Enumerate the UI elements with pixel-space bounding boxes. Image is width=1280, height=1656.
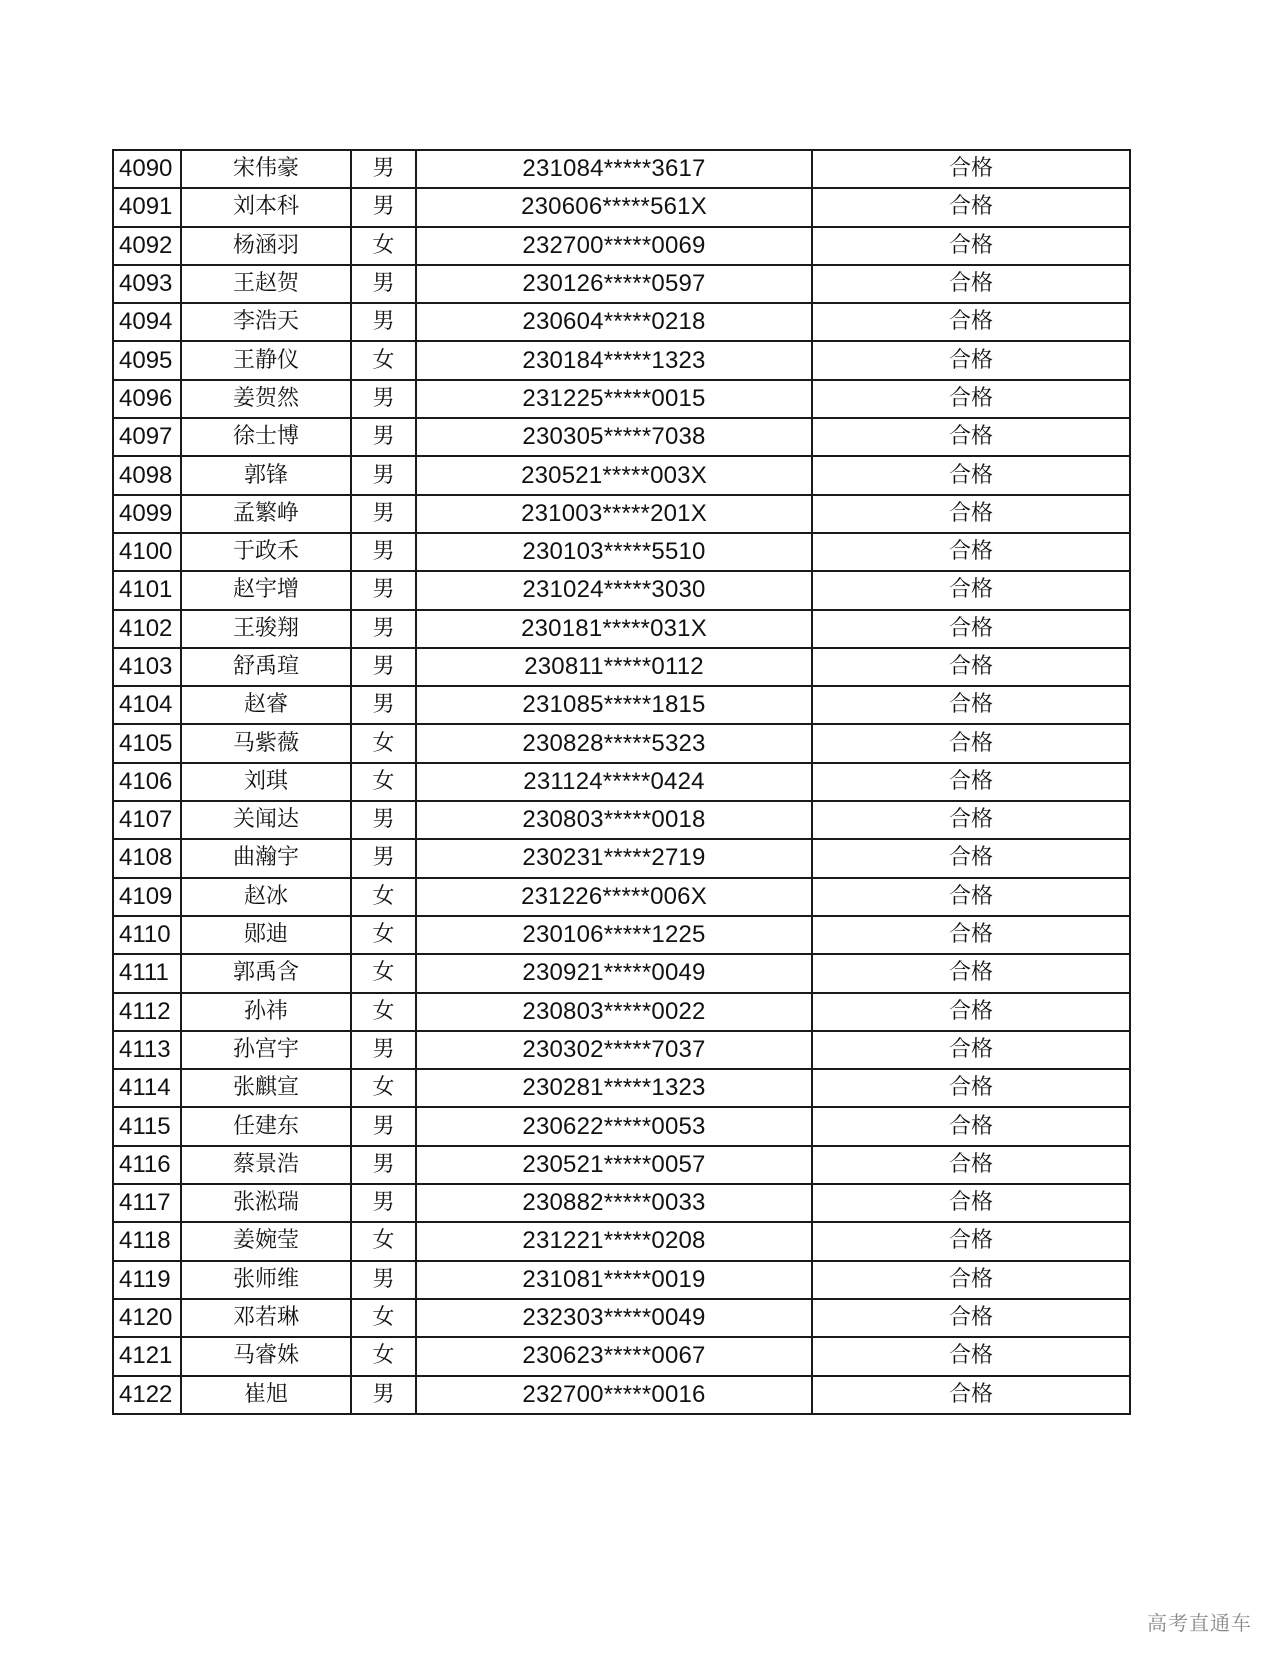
result-status: 合格: [812, 839, 1130, 877]
candidate-gender: 男: [351, 380, 416, 418]
table-row: [113, 1261, 1130, 1299]
row-number: 4102: [113, 610, 181, 648]
candidate-gender: 男: [351, 801, 416, 839]
candidate-name: 曲瀚宇: [181, 839, 351, 877]
table-row: [113, 495, 1130, 533]
candidate-gender: 男: [351, 1376, 416, 1414]
masked-id-number: 231124*****0424: [416, 763, 812, 801]
candidate-name: 宋伟豪: [181, 150, 351, 188]
result-status: 合格: [812, 150, 1130, 188]
table-row: [113, 1146, 1130, 1184]
candidate-name: 姜贺然: [181, 380, 351, 418]
candidate-gender: 男: [351, 1184, 416, 1222]
table-row: [113, 533, 1130, 571]
row-number: 4113: [113, 1031, 181, 1069]
row-number: 4108: [113, 839, 181, 877]
results-table: [112, 149, 1131, 1415]
masked-id-number: 232700*****0016: [416, 1376, 812, 1414]
candidate-gender: 男: [351, 188, 416, 226]
candidate-gender: 男: [351, 610, 416, 648]
candidate-gender: 女: [351, 1069, 416, 1107]
masked-id-number: 230184*****1323: [416, 341, 812, 379]
masked-id-number: 231084*****3617: [416, 150, 812, 188]
masked-id-number: 231085*****1815: [416, 686, 812, 724]
masked-id-number: 230181*****031X: [416, 610, 812, 648]
candidate-gender: 女: [351, 1222, 416, 1260]
candidate-gender: 女: [351, 1337, 416, 1375]
table-row: [113, 571, 1130, 609]
result-status: 合格: [812, 571, 1130, 609]
masked-id-number: 230828*****5323: [416, 724, 812, 762]
candidate-name: 马睿姝: [181, 1337, 351, 1375]
masked-id-number: 231225*****0015: [416, 380, 812, 418]
row-number: 4119: [113, 1261, 181, 1299]
row-number: 4105: [113, 724, 181, 762]
table-row: [113, 1031, 1130, 1069]
candidate-name: 王赵贺: [181, 265, 351, 303]
result-status: 合格: [812, 227, 1130, 265]
candidate-gender: 女: [351, 916, 416, 954]
masked-id-number: 230882*****0033: [416, 1184, 812, 1222]
masked-id-number: 230811*****0112: [416, 648, 812, 686]
candidate-gender: 男: [351, 686, 416, 724]
row-number: 4109: [113, 878, 181, 916]
candidate-name: 张麒宣: [181, 1069, 351, 1107]
table-row: [113, 954, 1130, 992]
row-number: 4099: [113, 495, 181, 533]
candidate-name: 王静仪: [181, 341, 351, 379]
candidate-gender: 女: [351, 724, 416, 762]
result-status: 合格: [812, 533, 1130, 571]
masked-id-number: 232303*****0049: [416, 1299, 812, 1337]
row-number: 4103: [113, 648, 181, 686]
candidate-name: 赵冰: [181, 878, 351, 916]
candidate-gender: 男: [351, 533, 416, 571]
masked-id-number: 230302*****7037: [416, 1031, 812, 1069]
table-row: [113, 724, 1130, 762]
candidate-gender: 女: [351, 993, 416, 1031]
row-number: 4107: [113, 801, 181, 839]
table-row: [113, 763, 1130, 801]
result-status: 合格: [812, 1299, 1130, 1337]
table-row: [113, 341, 1130, 379]
candidate-gender: 女: [351, 763, 416, 801]
candidate-name: 王骏翔: [181, 610, 351, 648]
candidate-name: 刘琪: [181, 763, 351, 801]
table-row: [113, 839, 1130, 877]
result-status: 合格: [812, 954, 1130, 992]
candidate-name: 姜婉莹: [181, 1222, 351, 1260]
row-number: 4090: [113, 150, 181, 188]
table-row: [113, 150, 1130, 188]
table-row: [113, 418, 1130, 456]
result-status: 合格: [812, 495, 1130, 533]
table-row: [113, 380, 1130, 418]
result-status: 合格: [812, 610, 1130, 648]
table-row: [113, 1337, 1130, 1375]
results-table-body: [113, 150, 1130, 1414]
row-number: 4095: [113, 341, 181, 379]
row-number: 4122: [113, 1376, 181, 1414]
candidate-name: 邓若琳: [181, 1299, 351, 1337]
candidate-name: 孙宫宇: [181, 1031, 351, 1069]
table-row: [113, 1376, 1130, 1414]
row-number: 4098: [113, 456, 181, 494]
candidate-name: 刘本科: [181, 188, 351, 226]
row-number: 4100: [113, 533, 181, 571]
candidate-name: 张师维: [181, 1261, 351, 1299]
result-status: 合格: [812, 686, 1130, 724]
candidate-gender: 女: [351, 341, 416, 379]
result-status: 合格: [812, 1337, 1130, 1375]
candidate-name: 蔡景浩: [181, 1146, 351, 1184]
row-number: 4115: [113, 1107, 181, 1145]
masked-id-number: 230126*****0597: [416, 265, 812, 303]
masked-id-number: 230521*****003X: [416, 456, 812, 494]
masked-id-number: 230803*****0022: [416, 993, 812, 1031]
masked-id-number: 230622*****0053: [416, 1107, 812, 1145]
row-number: 4112: [113, 993, 181, 1031]
candidate-gender: 男: [351, 495, 416, 533]
table-row: [113, 227, 1130, 265]
row-number: 4094: [113, 303, 181, 341]
row-number: 4101: [113, 571, 181, 609]
candidate-gender: 男: [351, 1261, 416, 1299]
table-row: [113, 1107, 1130, 1145]
candidate-name: 关闻达: [181, 801, 351, 839]
masked-id-number: 230106*****1225: [416, 916, 812, 954]
candidate-name: 李浩天: [181, 303, 351, 341]
table-row: [113, 1299, 1130, 1337]
result-status: 合格: [812, 456, 1130, 494]
masked-id-number: 230103*****5510: [416, 533, 812, 571]
masked-id-number: 231003*****201X: [416, 495, 812, 533]
result-status: 合格: [812, 648, 1130, 686]
row-number: 4097: [113, 418, 181, 456]
masked-id-number: 230305*****7038: [416, 418, 812, 456]
result-status: 合格: [812, 1222, 1130, 1260]
row-number: 4110: [113, 916, 181, 954]
masked-id-number: 231081*****0019: [416, 1261, 812, 1299]
candidate-gender: 女: [351, 878, 416, 916]
masked-id-number: 231226*****006X: [416, 878, 812, 916]
result-status: 合格: [812, 724, 1130, 762]
table-row: [113, 1222, 1130, 1260]
row-number: 4121: [113, 1337, 181, 1375]
masked-id-number: 230604*****0218: [416, 303, 812, 341]
candidate-name: 赵睿: [181, 686, 351, 724]
candidate-gender: 男: [351, 456, 416, 494]
table-row: [113, 1069, 1130, 1107]
candidate-name: 马紫薇: [181, 724, 351, 762]
table-row: [113, 188, 1130, 226]
result-status: 合格: [812, 1146, 1130, 1184]
candidate-name: 孟繁峥: [181, 495, 351, 533]
table-row: [113, 686, 1130, 724]
candidate-name: 崔旭: [181, 1376, 351, 1414]
candidate-name: 舒禹瑄: [181, 648, 351, 686]
candidate-gender: 男: [351, 571, 416, 609]
candidate-gender: 男: [351, 648, 416, 686]
candidate-gender: 女: [351, 954, 416, 992]
result-status: 合格: [812, 303, 1130, 341]
result-status: 合格: [812, 1261, 1130, 1299]
row-number: 4116: [113, 1146, 181, 1184]
table-row: [113, 878, 1130, 916]
row-number: 4093: [113, 265, 181, 303]
result-status: 合格: [812, 1069, 1130, 1107]
row-number: 4120: [113, 1299, 181, 1337]
table-row: [113, 265, 1130, 303]
result-status: 合格: [812, 1184, 1130, 1222]
table-row: [113, 648, 1130, 686]
candidate-name: 杨涵羽: [181, 227, 351, 265]
result-status: 合格: [812, 763, 1130, 801]
row-number: 4092: [113, 227, 181, 265]
candidate-gender: 男: [351, 303, 416, 341]
masked-id-number: 231024*****3030: [416, 571, 812, 609]
candidate-gender: 男: [351, 1107, 416, 1145]
masked-id-number: 230921*****0049: [416, 954, 812, 992]
result-status: 合格: [812, 188, 1130, 226]
candidate-gender: 男: [351, 1146, 416, 1184]
candidate-gender: 男: [351, 150, 416, 188]
table-row: [113, 610, 1130, 648]
candidate-name: 任建东: [181, 1107, 351, 1145]
row-number: 4111: [113, 954, 181, 992]
result-status: 合格: [812, 801, 1130, 839]
result-status: 合格: [812, 265, 1130, 303]
table-row: [113, 801, 1130, 839]
row-number: 4106: [113, 763, 181, 801]
table-row: [113, 456, 1130, 494]
candidate-name: 郭禹含: [181, 954, 351, 992]
candidate-gender: 女: [351, 227, 416, 265]
masked-id-number: 230623*****0067: [416, 1337, 812, 1375]
result-status: 合格: [812, 1376, 1130, 1414]
result-status: 合格: [812, 1031, 1130, 1069]
candidate-name: 张淞瑞: [181, 1184, 351, 1222]
row-number: 4118: [113, 1222, 181, 1260]
row-number: 4104: [113, 686, 181, 724]
candidate-gender: 男: [351, 265, 416, 303]
candidate-name: 于政禾: [181, 533, 351, 571]
masked-id-number: 230803*****0018: [416, 801, 812, 839]
candidate-name: 孙祎: [181, 993, 351, 1031]
masked-id-number: 230521*****0057: [416, 1146, 812, 1184]
candidate-name: 徐士博: [181, 418, 351, 456]
masked-id-number: 231221*****0208: [416, 1222, 812, 1260]
result-status: 合格: [812, 993, 1130, 1031]
table-row: [113, 303, 1130, 341]
row-number: 4091: [113, 188, 181, 226]
table-row: [113, 916, 1130, 954]
table-row: [113, 993, 1130, 1031]
candidate-gender: 女: [351, 1299, 416, 1337]
row-number: 4096: [113, 380, 181, 418]
candidate-gender: 男: [351, 418, 416, 456]
table-row: [113, 1184, 1130, 1222]
masked-id-number: 230281*****1323: [416, 1069, 812, 1107]
result-status: 合格: [812, 916, 1130, 954]
result-status: 合格: [812, 878, 1130, 916]
result-status: 合格: [812, 418, 1130, 456]
candidate-gender: 男: [351, 1031, 416, 1069]
row-number: 4117: [113, 1184, 181, 1222]
candidate-name: 郭锋: [181, 456, 351, 494]
result-status: 合格: [812, 341, 1130, 379]
result-status: 合格: [812, 1107, 1130, 1145]
masked-id-number: 230231*****2719: [416, 839, 812, 877]
result-status: 合格: [812, 380, 1130, 418]
candidate-gender: 男: [351, 839, 416, 877]
candidate-name: 郧迪: [181, 916, 351, 954]
row-number: 4114: [113, 1069, 181, 1107]
candidate-name: 赵宇增: [181, 571, 351, 609]
masked-id-number: 230606*****561X: [416, 188, 812, 226]
watermark-text: 高考直通车: [1147, 1611, 1252, 1635]
masked-id-number: 232700*****0069: [416, 227, 812, 265]
